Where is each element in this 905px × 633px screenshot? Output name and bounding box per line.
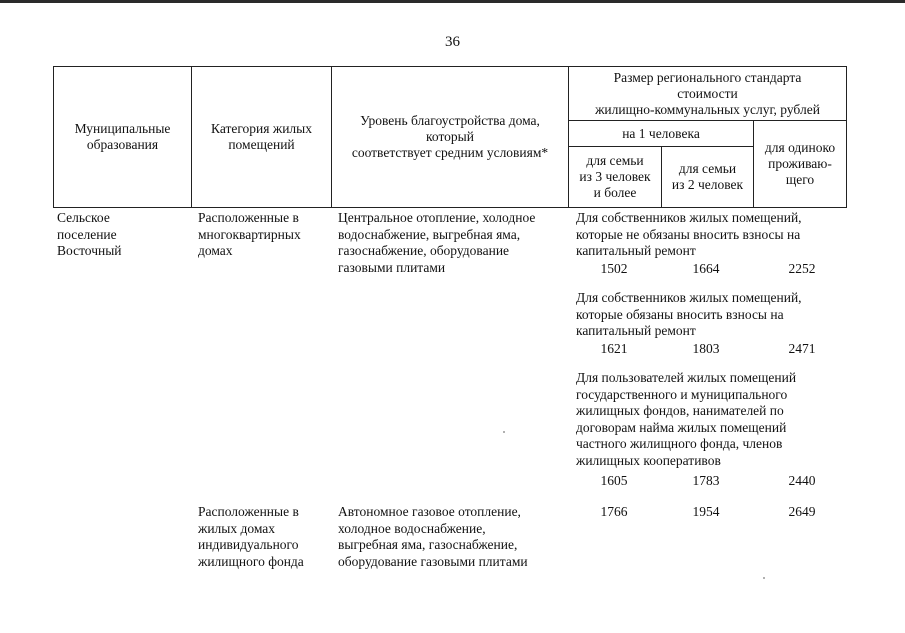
individual-value-single: 2649 [788, 504, 816, 519]
individual-value-family-3: 1766 [600, 504, 628, 519]
level-cell: Центральное отопление, холодное водоснабжение, выгребная яма, газоснабжение, оборудование газовыми плитами [338, 210, 536, 275]
category-cell-individual: Расположенные в жилых домах индивидуального жилищного фонда [198, 504, 304, 569]
group-3-value-family-3: 1605 [600, 473, 628, 488]
group-2-value-single: 2471 [788, 341, 816, 356]
category-cell: Расположенные в многоквартирных домах [198, 210, 301, 258]
header-standard: Размер регионального стандарта стоимости жилищно-коммунальных услуг, рублей [595, 69, 820, 117]
table-right-border [846, 66, 847, 208]
group-1-value-family-3: 1502 [600, 261, 628, 276]
header-family-3: для семьи из 3 человек и более [579, 153, 651, 200]
municipality-cell: Сельское поселение Восточный [57, 210, 122, 258]
level-cell-individual: Автономное газовое отопление, холодное водоснабжение, выгребная яма, газоснабжение, оборудование газовыми плитами [338, 504, 528, 569]
group-2-value-family-2: 1803 [692, 341, 720, 356]
group-3-value-family-2: 1783 [692, 473, 720, 488]
scan-edge [0, 0, 905, 3]
header-single: для одиноко проживаю- щего [764, 140, 836, 187]
header-level: Уровень благоустройства дома, который соответствует средним условиям* [351, 113, 549, 160]
header-per-person: на 1 человека [622, 125, 700, 141]
header-family-2: для семьи из 2 человек [671, 161, 744, 192]
group-3-value-single: 2440 [788, 473, 816, 488]
table-header-bottom-border [53, 207, 847, 208]
page-number: 36 [445, 34, 460, 50]
individual-value-family-2: 1954 [692, 504, 720, 519]
group-1-value-single: 2252 [788, 261, 816, 276]
group-2-value-family-3: 1621 [600, 341, 628, 356]
group-2-label: Для собственников жилых помещений, которые обязаны вносить взносы на капитальный ремонт [576, 290, 802, 338]
header-category: Категория жилых помещений [211, 121, 312, 152]
scan-speck [503, 431, 505, 433]
header-municipality: Муниципальные образования [74, 121, 171, 152]
scan-speck [763, 577, 765, 579]
group-3-label: Для пользователей жилых помещений государственного и муниципального жилищных фондов, нанимателей по договорам найма жилых помещений частного жилищного фонда, членов жилищных кооперативов [576, 370, 797, 468]
group-1-label: Для собственников жилых помещений, которые не обязаны вносить взносы на капитальный ремонт [576, 210, 802, 258]
group-1-value-family-2: 1664 [692, 261, 720, 276]
